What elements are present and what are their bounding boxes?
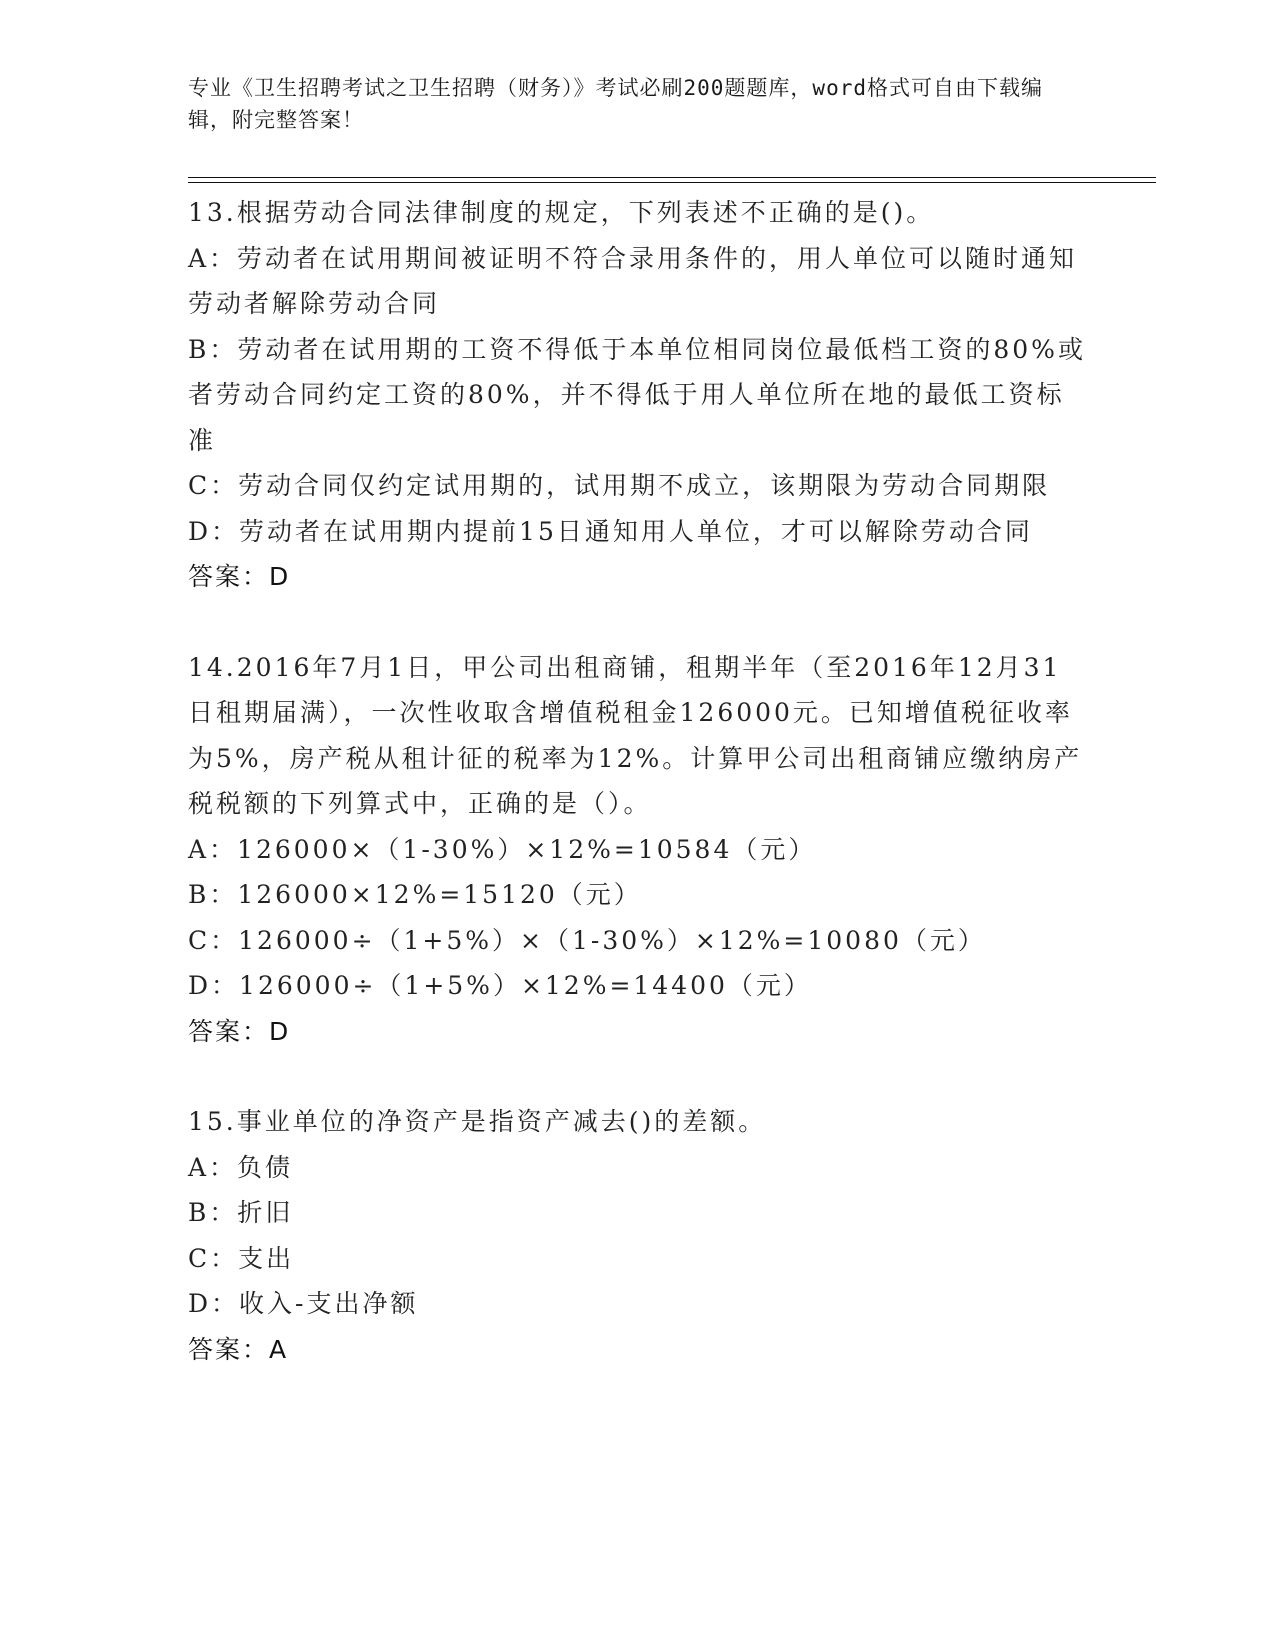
answer-line: 答案：D xyxy=(188,562,291,591)
option-a: A：负债 xyxy=(188,1152,294,1182)
document-header: 专业《卫生招聘考试之卫生招聘（财务）》考试必刷200题题库，word格式可自由下载编辑，附完整答案！ xyxy=(188,76,1043,132)
question-13 xyxy=(188,190,1088,600)
question-14 xyxy=(188,645,1088,1055)
option-b: B：126000×12%=15120（元） xyxy=(188,880,642,909)
option-d: D：126000÷（1+5%）×12%=14400（元） xyxy=(188,971,812,1000)
answer-line: 答案：A xyxy=(188,1334,289,1364)
question-list xyxy=(188,190,1088,1417)
option-b: B：劳动者在试用期的工资不得低于本单位相同岗位最低档工资的80%或者劳动合同约定工资的80%，并不得低于用人单位所在地的最低工资标准 xyxy=(188,334,1086,455)
option-c: C：126000÷（1+5%）×（1-30%）×12%=10080（元） xyxy=(188,925,986,955)
option-b: B：折旧 xyxy=(188,1198,294,1227)
option-c: C：劳动合同仅约定试用期的，试用期不成立，该期限为劳动合同期限 xyxy=(188,471,1051,500)
option-a: A：劳动者在试用期间被证明不符合录用条件的，用人单位可以随时通知劳动者解除劳动合同 xyxy=(188,243,1078,318)
answer-line: 答案：D xyxy=(188,1016,291,1046)
option-c: C：支出 xyxy=(188,1243,295,1273)
header-divider-bottom xyxy=(188,182,1156,183)
question-15 xyxy=(188,1099,1088,1372)
question-stem: 13.根据劳动合同法律制度的规定，下列表述不正确的是()。 xyxy=(188,198,935,227)
question-stem: 14.2016年7月1日，甲公司出租商铺，租期半年（至2016年12月31日租期届满），一次性收取含增值税租金126000元。已知增值税征收率为5%，房产税从租计征的税率为12%。计算甲公司出租商铺应缴纳房产税税额的下列算式中，正确的是（）。 xyxy=(188,652,1083,818)
header-divider-top xyxy=(188,177,1156,178)
option-a: A：126000×（1-30%）×12%=10584（元） xyxy=(188,834,817,864)
option-d: D：收入-支出净额 xyxy=(188,1289,419,1318)
option-d: D：劳动者在试用期内提前15日通知用人单位，才可以解除劳动合同 xyxy=(188,516,1033,546)
question-stem: 15.事业单位的净资产是指资产减去()的差额。 xyxy=(188,1107,767,1136)
